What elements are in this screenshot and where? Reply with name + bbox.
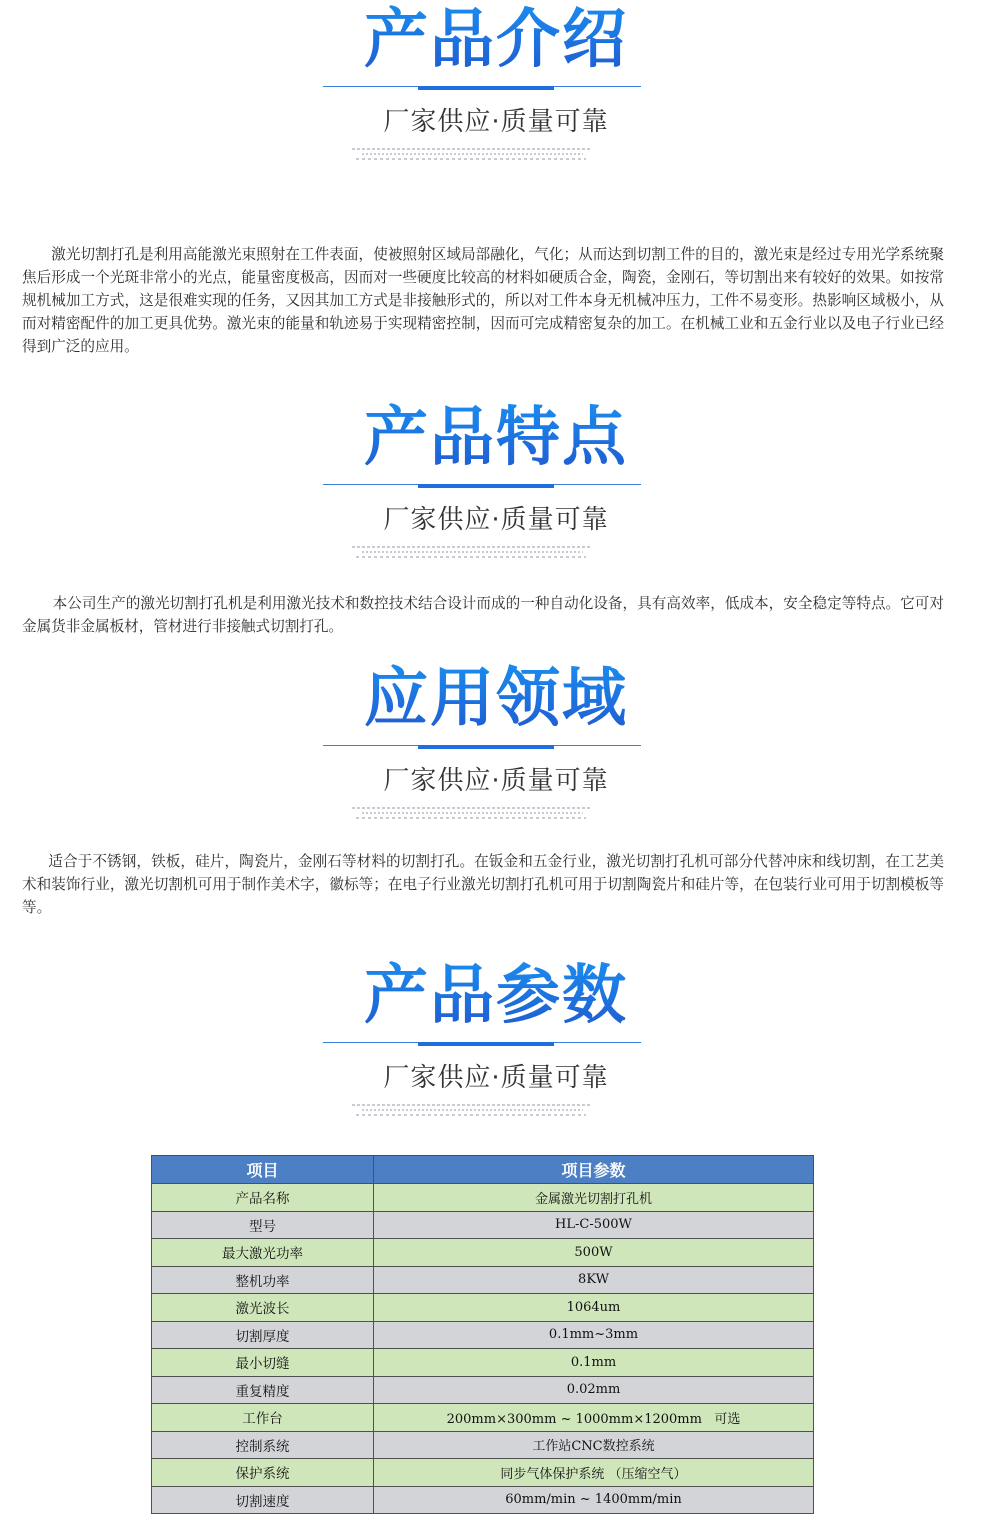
applications-paragraph: 适合于不锈钢，铁板，硅片，陶瓷片，金刚石等材料的切割打孔。在钣金和五金行业，激光切割打孔机可部分代替冲床和线切割，在工艺美术和装饰行业，激光切割机可用于制作美术字，徽标等；在电子行业激光切割打孔机可用于切割陶瓷片和硅片等，在包装行业可用于切割模板等等。 (22, 853, 944, 916)
divider-accent (418, 86, 554, 90)
table-row (152, 1266, 814, 1294)
decorative-fine-text (352, 1104, 592, 1118)
table-row (152, 1486, 814, 1514)
column-header-item: 项目 (152, 1156, 374, 1184)
table-row (152, 1431, 814, 1459)
decorative-fine-text (352, 546, 592, 560)
table-row (152, 1211, 814, 1239)
param-value: 金属激光切割打孔机 (374, 1184, 814, 1212)
section-slogan: 厂家供应·质量可靠 (383, 1063, 609, 1093)
param-value: 1064um (374, 1294, 814, 1322)
decorative-fine-text (352, 148, 592, 162)
section-slogan: 厂家供应·质量可靠 (383, 107, 609, 137)
section-slogan: 厂家供应·质量可靠 (383, 505, 609, 535)
table-row (152, 1459, 814, 1487)
param-name: 切割厚度 (152, 1321, 374, 1349)
table-row (152, 1294, 814, 1322)
section-header-intro (0, 0, 992, 170)
table-row (152, 1239, 814, 1267)
divider-accent (418, 745, 554, 749)
table-row (152, 1349, 814, 1377)
param-value: 8KW (374, 1266, 814, 1294)
table-row (152, 1321, 814, 1349)
param-value: 200mm×300mm ~ 1000mm×1200mm 可选 (374, 1404, 814, 1432)
decorative-fine-text (352, 807, 592, 821)
param-name: 整机功率 (152, 1266, 374, 1294)
param-name: 工作台 (152, 1404, 374, 1432)
param-value: HL-C-500W (374, 1211, 814, 1239)
divider-accent (418, 484, 554, 488)
param-value: 0.1mm (374, 1349, 814, 1377)
section-header-specs (0, 956, 992, 1126)
table-row (152, 1376, 814, 1404)
param-value: 0.1mm~3mm (374, 1321, 814, 1349)
param-value: 0.02mm (374, 1376, 814, 1404)
table-row (152, 1184, 814, 1212)
section-header-applications (0, 659, 992, 829)
param-name: 最小切缝 (152, 1349, 374, 1377)
param-value: 工作站CNC数控系统 (374, 1431, 814, 1459)
param-name: 控制系统 (152, 1431, 374, 1459)
param-name: 最大激光功率 (152, 1239, 374, 1267)
section-title: 产品参数 (0, 956, 992, 1036)
param-value: 60mm/min ~ 1400mm/min (374, 1486, 814, 1514)
param-name: 保护系统 (152, 1459, 374, 1487)
spec-table (151, 1155, 814, 1514)
features-paragraph: 本公司生产的激光切割打孔机是利用激光技术和数控技术结合设计而成的一种自动化设备，具有高效率，低成本，安全稳定等特点。它可对金属货非金属板材，管材进行非接触式切割打孔。 (22, 595, 944, 635)
param-name: 型号 (152, 1211, 374, 1239)
intro-paragraph: 激光切割打孔是利用高能激光束照射在工件表面，使被照射区域局部融化，气化；从而达到切割工件的目的，激光束是经过专用光学系统聚焦后形成一个光斑非常小的光点，能量密度极高，因而对一些硬度比较高的材料如硬质合金，陶瓷，金刚石，等切割出来有较好的效果。如按常规机械加工方式，这是很难实现的任务，又因其加工方式是非接触形式的，所以对工件本身无机械冲压力，工件不易变形。热影响区域极小，从而对精密配件的加工更具优势。激光束的能量和轨迹易于实现精密控制，因而可完成精密复杂的加工。在机械工业和五金行业以及电子行业已经得到广泛的应用。 (22, 246, 944, 355)
divider-accent (418, 1042, 554, 1046)
table-row (152, 1404, 814, 1432)
param-name: 产品名称 (152, 1184, 374, 1212)
section-slogan: 厂家供应·质量可靠 (383, 766, 609, 796)
column-header-value: 项目参数 (374, 1156, 814, 1184)
param-name: 切割速度 (152, 1486, 374, 1514)
section-header-features (0, 398, 992, 568)
param-value: 同步气体保护系统 （压缩空气） (374, 1459, 814, 1487)
table-header-row (152, 1156, 814, 1184)
section-title: 应用领域 (0, 659, 992, 739)
section-title: 产品特点 (0, 398, 992, 478)
param-name: 重复精度 (152, 1376, 374, 1404)
param-value: 500W (374, 1239, 814, 1267)
param-name: 激光波长 (152, 1294, 374, 1322)
section-title: 产品介绍 (0, 0, 992, 80)
